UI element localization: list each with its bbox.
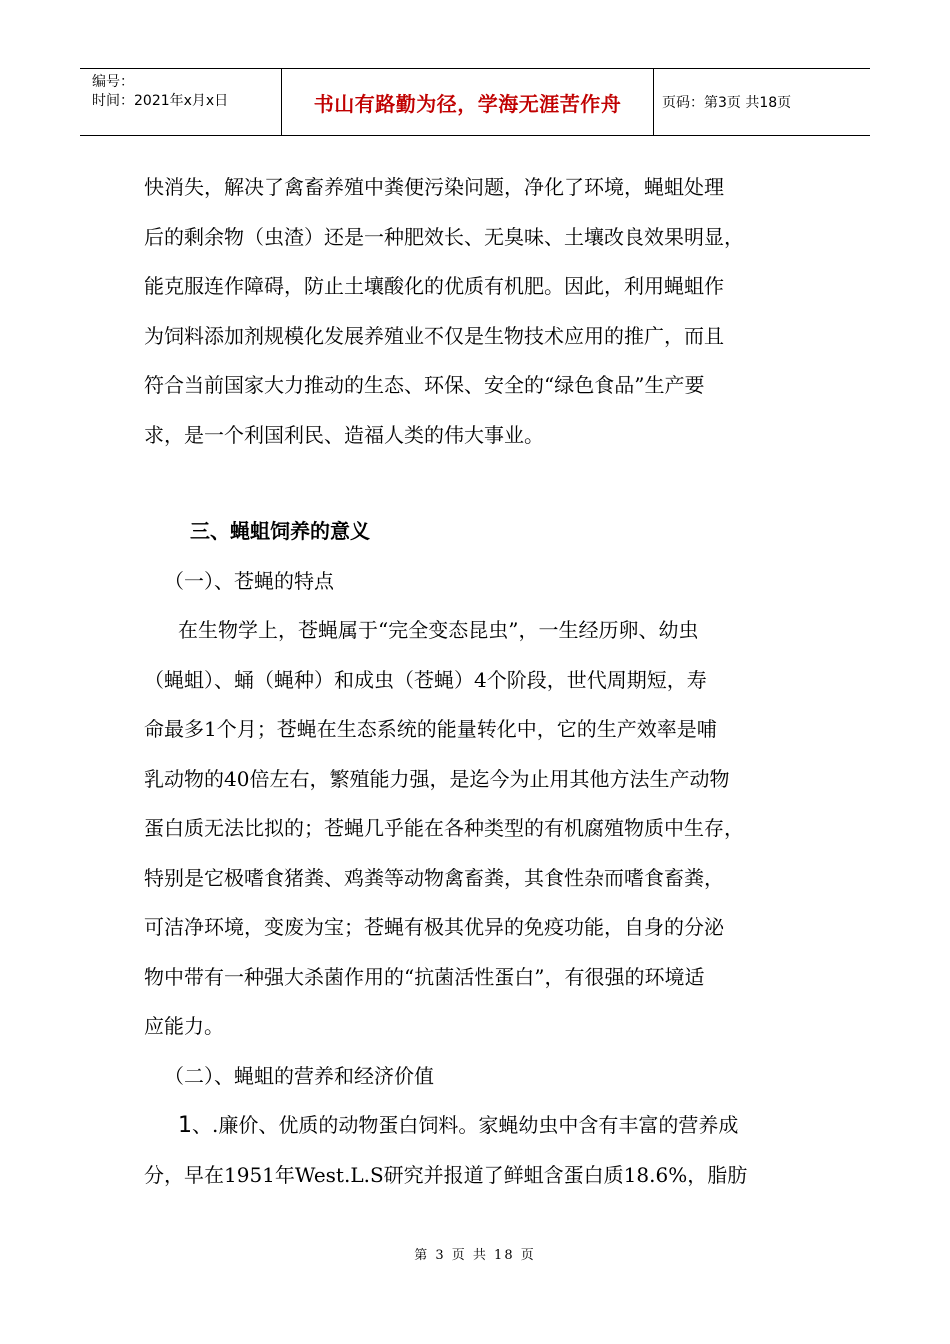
list-item-number: 1 [178,1113,192,1138]
paragraph-line: 快消失，解决了禽畜养殖中粪便污染问题，净化了环境，蝇蛆处理 [144,175,724,199]
number-label: 编号： [92,74,134,90]
subsection-heading-2: （二）、蝇蛆的营养和经济价值 [164,1063,434,1088]
spacer [144,460,824,507]
document-body [144,163,824,1200]
paragraph-line: 乳动物的40倍左右，繁殖能力强，是迄今为止用其他方法生产动物 [144,766,730,791]
section-heading: 三、蝇蛆饲养的意义 [190,519,370,543]
paragraph-line: 应能力。 [144,1014,224,1038]
paragraph-line: 物中带有一种强大杀菌作用的“抗菌活性蛋白”，有很强的环境适 [144,964,705,989]
paragraph-line: 符合当前国家大力推动的生态、环保、安全的“绿色食品”生产要 [144,373,705,397]
paragraph-line: 求，是一个利国利民、造福人类的伟大事业。 [144,422,544,447]
paragraph-line: 能克服连作障碍，防止土壤酸化的优质有机肥。因此，利用蝇蛆作 [144,274,724,298]
motto-text: 书山有路勤为径，学海无涯苦作舟 [313,91,622,116]
paragraph-line: （蝇蛆）、蛹（蝇种）和成虫（苍蝇）4个阶段，世代周期短，寿 [144,667,707,692]
page-code-cell [654,69,870,135]
list-item-1 [144,1101,824,1151]
list-item-text: 、.廉价、优质的动物蛋白饲料。家蝇幼虫中含有丰富的营养成 [192,1113,739,1137]
paragraph-line: 蛋白质无法比拟的；苍蝇几乎能在各种类型的有机腐殖物质中生存， [144,816,744,840]
paragraph-line: 后的剩余物（虫渣）还是一种肥效长、无臭味、土壤改良效果明显， [144,224,744,249]
paragraph-line: 可洁净环境，变废为宝；苍蝇有极其优异的免疫功能，自身的分泌 [144,915,724,939]
page-code-text: 页码：第3页 共18页 [662,95,792,111]
paragraph-line: 特别是它极嗜食猪粪、鸡粪等动物禽畜粪，其食性杂而嗜食畜粪， [144,865,724,890]
motto-cell [282,69,654,135]
page-footer [0,1244,950,1263]
page-header [80,68,870,136]
paragraph-line: 命最多1个月；苍蝇在生态系统的能量转化中，它的生产效率是哺 [144,717,717,741]
subsection-heading-1: （一）、苍蝇的特点 [164,568,334,593]
header-info-cell [80,69,282,135]
paragraph-line: 分，早在1951年West.L.S研究并报道了鲜蛆含蛋白质18.6%，脂肪 [144,1162,748,1187]
time-label: 时间：2021年x月x日 [92,93,229,109]
paragraph-line: 在生物学上，苍蝇属于“完全变态昆虫”，一生经历卵、幼虫 [178,618,699,642]
footer-page-number: 第 3 页 共 18 页 [414,1248,536,1263]
paragraph-line: 为饲料添加剂规模化发展养殖业不仅是生物技术应用的推广，而且 [144,323,724,348]
